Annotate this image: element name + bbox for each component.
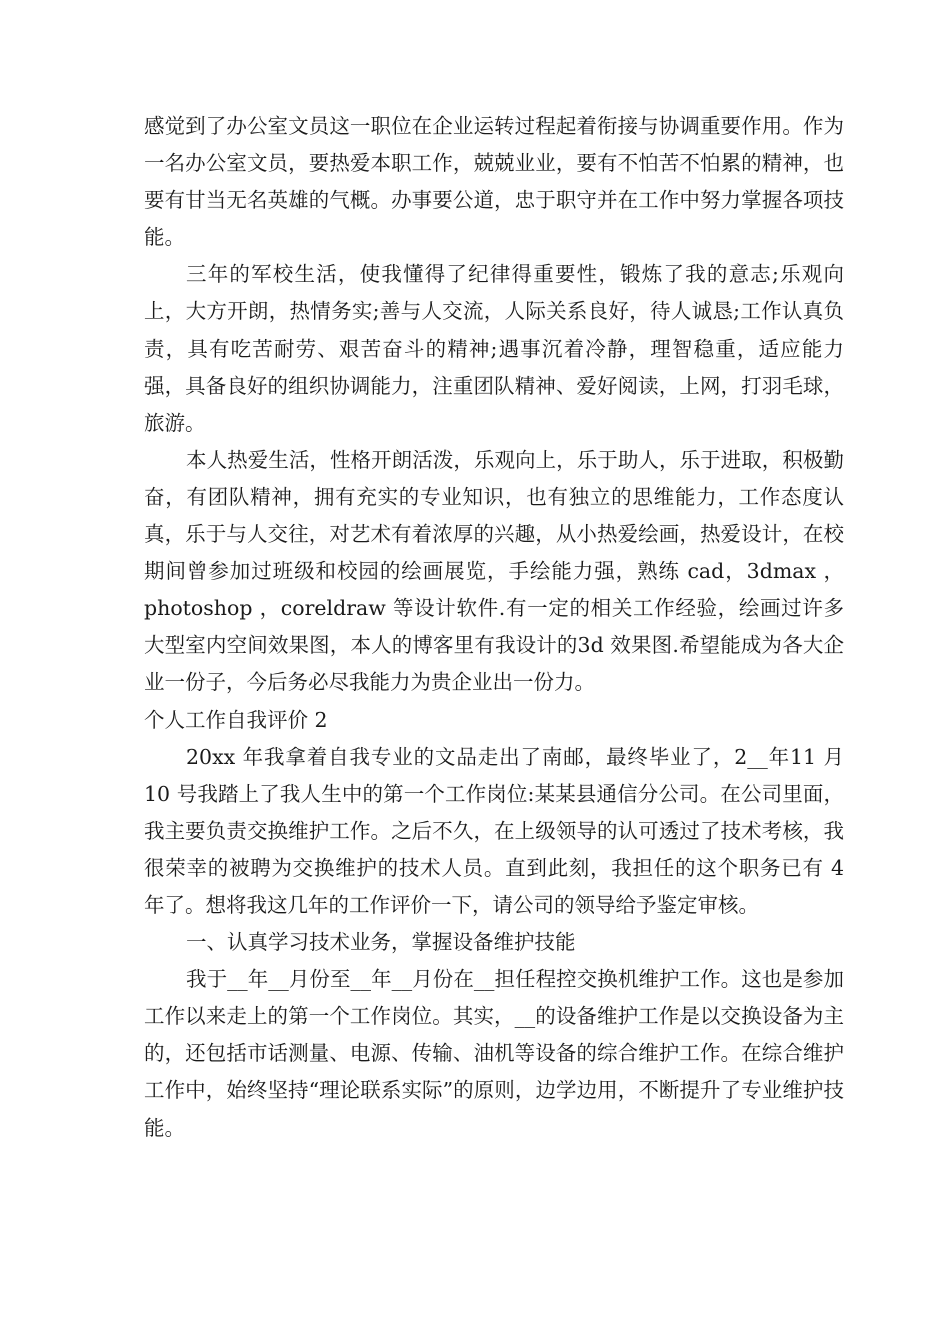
paragraph-work-history: 20xx 年我拿着自我专业的文品走出了南邮，最终毕业了，2__年11 月 10 号我踏上了我人生中的第一个工作岗位:某某县通信分公司。在公司里面，我主要负责交换维护工作。之后不久，在上级领导的认可透过了技术考核，我很荣幸的被聘为交换维护的技术人员。直到此刻，我担任的这个职务已有 4 年了。想将我这几年的工作评价一下，请公司的领导给予鉴定审核。 xyxy=(144,744,844,917)
subsection-heading: 一、认真学习技术业务，掌握设备维护技能 xyxy=(186,930,576,955)
section-heading: 个人工作自我评价 2 xyxy=(144,707,328,732)
document-body xyxy=(144,108,844,1147)
paragraph-military-school: 三年的军校生活，使我懂得了纪律得重要性，锻炼了我的意志;乐观向上，大方开朗，热情务实;善与人交流，人际关系良好，待人诚恳;工作认真负责，具有吃苦耐劳、艰苦奋斗的精神;遇事沉着冷静，理智稳重，适应能力强，具备良好的组织协调能力，注重团队精神、爱好阅读，上网，打羽毛球，旅游。 xyxy=(144,262,844,435)
paragraph-office-clerk: 感觉到了办公室文员这一职位在企业运转过程起着衔接与协调重要作用。作为一名办公室文员，要热爱本职工作，兢兢业业，要有不怕苦不怕累的精神，也要有甘当无名英雄的气概。办事要公道，忠于职守并在工作中努力掌握各项技能。 xyxy=(144,114,844,250)
paragraph-personal-profile: 本人热爱生活，性格开朗活泼，乐观向上，乐于助人，乐于进取，积极勤奋，有团队精神，拥有充实的专业知识，也有独立的思维能力，工作态度认真，乐于与人交往，对艺术有着浓厚的兴趣，从小热爱绘画，热爱设计，在校期间曾参加过班级和校园的绘画展览，手绘能力强，熟练 cad，3dmax ，photoshop ，coreldraw 等设计软件.有一定的相关工作经验，绘画过许多大型室内空间效果图，本人的博客里有我设计的3d 效果图.希望能成为各大企业一份子，今后务必尽我能力为贵企业出一份力。 xyxy=(144,447,844,695)
paragraph-maintenance-work: 我于__年__月份至__年__月份在__担任程控交换机维护工作。这也是参加工作以来走上的第一个工作岗位。其实，__的设备维护工作是以交换设备为主的，还包括市话测量、电源、传输、油机等设备的综合维护工作。在综合维护工作中，始终坚持“理论联系实际”的原则，边学边用，不断提升了专业维护技能。 xyxy=(144,967,844,1140)
